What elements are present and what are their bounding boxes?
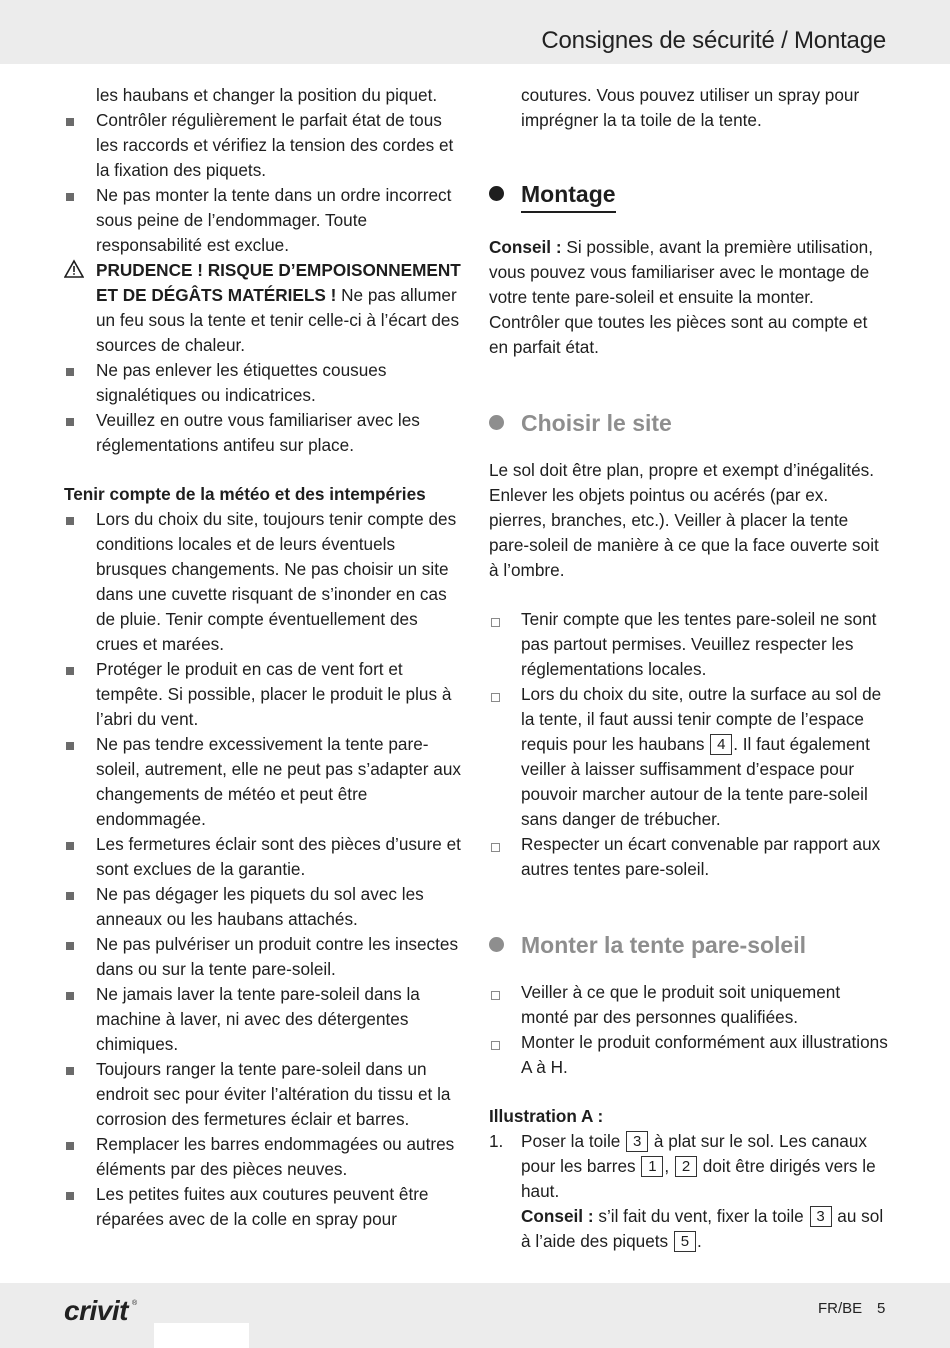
square-bullet-icon xyxy=(66,667,74,675)
square-bullet-icon xyxy=(66,193,74,201)
square-bullet-icon xyxy=(66,942,74,950)
brand-logo: crivit xyxy=(64,1295,128,1326)
square-bullet-icon xyxy=(66,418,74,426)
square-bullet-icon xyxy=(66,1142,74,1150)
list-item: Les petites fuites aux coutures peuvent être réparées avec de la colle en spray pour xyxy=(64,1182,464,1232)
section-heading-montage: Montage xyxy=(489,179,889,213)
checkbox-bullet-icon xyxy=(491,991,500,1000)
warning-text: Ne pas allumer un feu sous la tente et tenir celle-ci à l’écart des sources de chaleur. xyxy=(96,285,460,355)
checkbox-bullet-icon xyxy=(491,693,500,702)
list-item: Monter le produit conformément aux illustrations A à H. xyxy=(489,1030,889,1080)
right-column xyxy=(489,83,889,1254)
part-reference-5: 5 xyxy=(674,1231,696,1252)
list-item: Les fermetures éclair sont des pièces d’usure et sont exclues de la garantie. xyxy=(64,832,464,882)
list-item: Remplacer les barres endommagées ou autres éléments par des pièces neuves. xyxy=(64,1132,464,1182)
part-reference-1: 1 xyxy=(641,1156,663,1177)
part-reference-3: 3 xyxy=(626,1131,648,1152)
section-bullet-icon xyxy=(489,415,504,430)
footer-band xyxy=(154,1323,249,1348)
section-bullet-icon xyxy=(489,937,504,952)
list-item: Lors du choix du site, outre la surface au sol de la tente, il faut aussi tenir compte de l’espace requis pour les haubans 4 . Il faut également veiller à laisser suffisamment d’espace pour pouvoir marcher autour de la tente pare-soleil sans danger de trébucher. xyxy=(489,682,889,832)
illustration-heading: Illustration A : xyxy=(489,1106,604,1126)
list-item: Toujours ranger la tente pare-soleil dans un endroit sec pour éviter l’altération du tissu et la corrosion des fermetures éclair et barres. xyxy=(64,1057,464,1132)
section-heading-mount: Monter la tente pare-soleil xyxy=(489,930,889,960)
square-bullet-icon xyxy=(66,1192,74,1200)
conseil-label: Conseil : xyxy=(489,237,562,257)
square-bullet-icon xyxy=(66,1067,74,1075)
square-bullet-icon xyxy=(66,842,74,850)
warning-title: PRUDENCE ! RISQUE D’EMPOISONNEMENT ET DE DÉGÂTS MATÉRIELS ! xyxy=(96,260,461,305)
page-footer xyxy=(0,1283,950,1348)
weather-heading: Tenir compte de la météo et des intempéries xyxy=(64,484,426,504)
square-bullet-icon xyxy=(66,742,74,750)
continuation-text: les haubans et changer la position du piquet. xyxy=(96,85,438,105)
list-item: Ne jamais laver la tente pare-soleil dans la machine à laver, ni avec des détergentes chimiques. xyxy=(64,982,464,1057)
continuation-text: coutures. Vous pouvez utiliser un spray pour imprégner la ta toile de la tente. xyxy=(521,85,860,130)
warning-triangle-icon xyxy=(64,259,84,279)
list-item: Lors du choix du site, toujours tenir compte des conditions locales et de leurs éventuels brusques changements. Ne pas choisir un site dans une cuvette risquant de s’inonder en cas de pluie. Tenir compte éventuellement des crues et marées. xyxy=(64,507,464,657)
checkbox-bullet-icon xyxy=(491,618,500,627)
list-item: Contrôler régulièrement le parfait état de tous les raccords et vérifiez la tension des cordes et la fixation des piquets. xyxy=(64,108,464,183)
section-heading-site: Choisir le site xyxy=(489,408,889,438)
list-item: Ne pas dégager les piquets du sol avec les anneaux ou les haubans attachés. xyxy=(64,882,464,932)
square-bullet-icon xyxy=(66,368,74,376)
list-item: Ne pas enlever les étiquettes cousues signalétiques ou indicatrices. xyxy=(64,358,464,408)
list-item: Ne pas pulvériser un produit contre les insectes dans ou sur la tente pare-soleil. xyxy=(64,932,464,982)
part-reference-4: 4 xyxy=(710,734,732,755)
list-item: Tenir compte que les tentes pare-soleil ne sont pas partout permises. Veuillez respecter les réglementations locales. xyxy=(489,607,889,682)
list-item: Protéger le produit en cas de vent fort et tempête. Si possible, placer le produit le plus à l’abri du vent. xyxy=(64,657,464,732)
square-bullet-icon xyxy=(66,992,74,1000)
step-number: 1. xyxy=(489,1131,504,1151)
section-bullet-icon xyxy=(489,186,504,201)
page-number: 5 xyxy=(877,1300,886,1317)
checkbox-bullet-icon xyxy=(491,843,500,852)
page-header xyxy=(0,0,950,64)
part-reference-2: 2 xyxy=(675,1156,697,1177)
brand-registered-mark: ® xyxy=(132,1300,138,1307)
list-item: Veiller à ce que le produit soit uniquement monté par des personnes qualifiées. xyxy=(489,980,889,1030)
checkbox-bullet-icon xyxy=(491,1041,500,1050)
step-conseil-label: Conseil : xyxy=(521,1206,594,1226)
part-reference-3: 3 xyxy=(810,1206,832,1227)
warning-item xyxy=(64,258,464,358)
conseil-paragraph: Conseil : Si possible, avant la première utilisation, vous pouvez vous familiariser avec le montage de votre tente pare-soleil et ensuite la monter. Contrôler que toutes les pièces sont au compte et en parfait état. xyxy=(489,237,874,357)
step-item: 1. Poser la toile 3 à plat sur le sol. Les canaux pour les barres 1 , 2 doit être dirigés vers le haut. Conseil : s’il fait du vent, fixer la toile 3 au sol à l’aide des piquets 5 . xyxy=(489,1131,884,1251)
list-item: Ne pas tendre excessivement la tente pare-soleil, autrement, elle ne peut pas s’adapter aux changements de météo et peut être endommagée. xyxy=(64,732,464,832)
square-bullet-icon xyxy=(66,517,74,525)
square-bullet-icon xyxy=(66,118,74,126)
list-item: Respecter un écart convenable par rapport aux autres tentes pare-soleil. xyxy=(489,832,889,882)
left-column xyxy=(64,83,464,1232)
site-paragraph: Le sol doit être plan, propre et exempt d’inégalités. Enlever les objets pointus ou acérés (par ex. pierres, branches, etc.). Veiller à placer la tente pare-soleil de manière à ce que la face ouverte soit à l’ombre. xyxy=(489,460,879,580)
language-code: FR/BE xyxy=(818,1300,863,1317)
list-item: Ne pas monter la tente dans un ordre incorrect sous peine de l’endommager. Toute responsabilité est exclue. xyxy=(64,183,464,258)
square-bullet-icon xyxy=(66,892,74,900)
list-item: Veuillez en outre vous familiariser avec les réglementations antifeu sur place. xyxy=(64,408,464,458)
page-title: Consignes de sécurité / Montage xyxy=(541,27,886,54)
